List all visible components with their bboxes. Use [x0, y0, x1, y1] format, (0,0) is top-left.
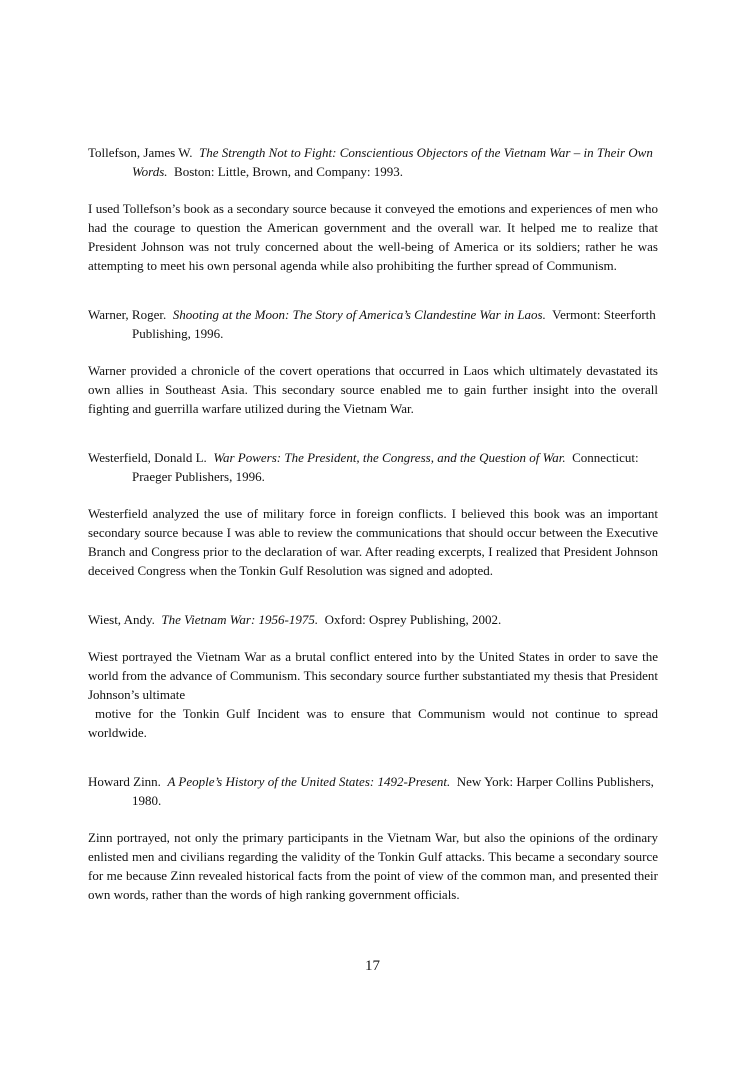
annotation-westerfield: Westerfield analyzed the use of military force in foreign conflicts. I believed this book was an important secondary source because I was able to review the communications that should occur between the Executive Branch and Congress prior to the declaration of war. After reading excerpts, I realized that President Johnson deceived Congress when the Tonkin Gulf Resolution was signed and adopted.	[88, 506, 658, 578]
citation-title: A People’s History of the United States: 1492-Present.	[167, 774, 451, 789]
citation-publication: Connecticut: Praeger Publishers, 1996.	[132, 450, 639, 484]
citation-title: Shooting at the Moon: The Story of America’s Clandestine War in Laos.	[172, 307, 546, 322]
annotation-wiest-part2: motive for the Tonkin Gulf Incident was to ensure that Communism would not continue to spread worldwide.	[88, 706, 658, 740]
citation-publication: Vermont: Steerforth Publishing, 1996.	[132, 307, 656, 341]
citation-publication: Boston: Little, Brown, and Company: 1993.	[174, 164, 403, 179]
citation-warner	[88, 305, 658, 343]
annotation-zinn: Zinn portrayed, not only the primary participants in the Vietnam War, but also the opinions of the ordinary enlisted men and civilians regarding the validity of the Tonkin Gulf attacks. This became a secondary source for me because Zinn revealed historical facts from the point of view of the common man, and presented their own words, rather than the words of high ranking government officials.	[88, 830, 658, 902]
annotation-tollefson: I used Tollefson’s book as a secondary source because it conveyed the emotions and experiences of men who had the courage to question the American government and the overall war. It helped me to realize that President Johnson was not truly concerned about the well-being of America or its soldiers; rather he was attempting to meet his own personal agenda while also prohibiting the further spread of Communism.	[88, 201, 658, 273]
bibliography-page	[88, 143, 658, 904]
citation-author: Wiest, Andy.	[88, 612, 155, 627]
citation-author: Westerfield, Donald L.	[88, 450, 207, 465]
citation-zinn	[88, 772, 658, 810]
citation-title: War Powers: The President, the Congress, and the Question of War.	[213, 450, 566, 465]
annotation-wiest-part1: Wiest portrayed the Vietnam War as a brutal conflict entered into by the United States in order to save the world from the advance of Communism. This secondary source further substantiated my thesis that President Johnson’s ultimate	[88, 649, 658, 702]
citation-author: Tollefson, James W.	[88, 145, 193, 160]
citation-author: Warner, Roger.	[88, 307, 167, 322]
citation-publication: New York: Harper Collins Publishers, 1980.	[132, 774, 654, 808]
citation-title: The Vietnam War: 1956-1975.	[161, 612, 319, 627]
page-number: 17	[365, 958, 380, 974]
citation-publication: Oxford: Osprey Publishing, 2002.	[324, 612, 502, 627]
citation-wiest	[88, 610, 658, 629]
citation-westerfield	[88, 448, 658, 486]
citation-author: Howard Zinn.	[88, 774, 161, 789]
annotation-wiest	[88, 647, 658, 742]
citation-title: The Strength Not to Fight: Conscientious Objectors of the Vietnam War – in Their Own Words.	[132, 145, 653, 179]
citation-tollefson	[88, 143, 658, 181]
annotation-warner: Warner provided a chronicle of the covert operations that occurred in Laos which ultimately devastated its own allies in Southeast Asia. This secondary source enabled me to gain further insight into the overall fighting and guerrilla warfare utilized during the Vietnam War.	[88, 363, 658, 416]
